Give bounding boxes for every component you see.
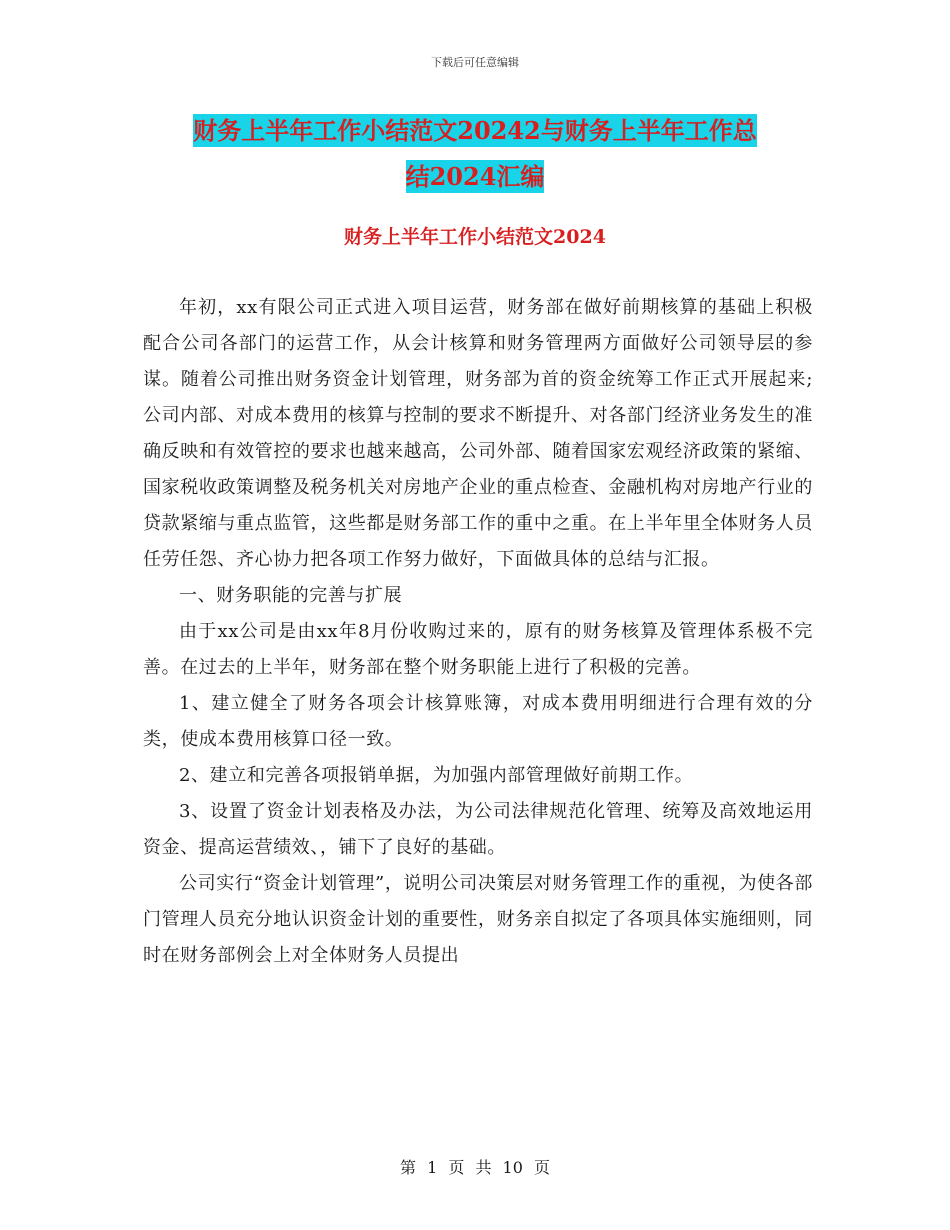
paragraph-item-1: 1、建立健全了财务各项会计核算账簿，对成本费用明细进行合理有效的分类，使成本费用核算口径一致。 (143, 693, 813, 750)
paragraph-background: 由于xx公司是由xx年8月份收购过来的，原有的财务核算及管理体系极不完善。在过去的上半年，财务部在整个财务职能上进行了积极的完善。 (143, 621, 813, 678)
paragraph-item-3: 3、设置了资金计划表格及办法，为公司法律规范化管理、统筹及高效地运用资金、提高运营绩效、，铺下了良好的基础。 (143, 801, 813, 858)
title-line-1: 财务上半年工作小结范文20242与财务上半年工作总 (193, 116, 757, 145)
paragraph-item-2: 2、建立和完善各项报销单据，为加强内部管理做好前期工作。 (179, 765, 694, 786)
title-line-2: 结2024汇编 (405, 162, 545, 191)
paragraph-fund-plan: 公司实行“资金计划管理”，说明公司决策层对财务管理工作的重视，为使各部门管理人员充分地认识资金计划的重要性，财务亲自拟定了各项具体实施细则，同时在财务部例会上对全体财务人员提出 (143, 873, 813, 966)
paragraph-intro: 年初，xx有限公司正式进入项目运营，财务部在做好前期核算的基础上积极配合公司各部门的运营工作，从会计核算和财务管理两方面做好公司领导层的参谋。随着公司推出财务资金计划管理，财务部为首的资金统筹工作正式开展起来;公司内部、对成本费用的核算与控制的要求不断提升、对各部门经济业务发生的准确反映和有效管控的要求也越来越高，公司外部、随着国家宏观经济政策的紧缩、国家税收政策调整及税务机关对房地产企业的重点检查、金融机构对房地产行业的贷款紧缩与重点监管，这些都是财务部工作的重中之重。在上半年里全体财务人员任劳任怨、齐心协力把各项工作努力做好，下面做具体的总结与汇报。 (143, 297, 813, 570)
page-footer: 第 1 页 共 10 页 (400, 1158, 550, 1177)
page-header-note: 下载后可任意编辑 (431, 56, 519, 69)
paragraph-heading-1: 一、财务职能的完善与扩展 (179, 585, 403, 606)
document-body (143, 290, 813, 974)
section-title: 财务上半年工作小结范文2024 (344, 226, 606, 248)
document-title (150, 108, 800, 200)
